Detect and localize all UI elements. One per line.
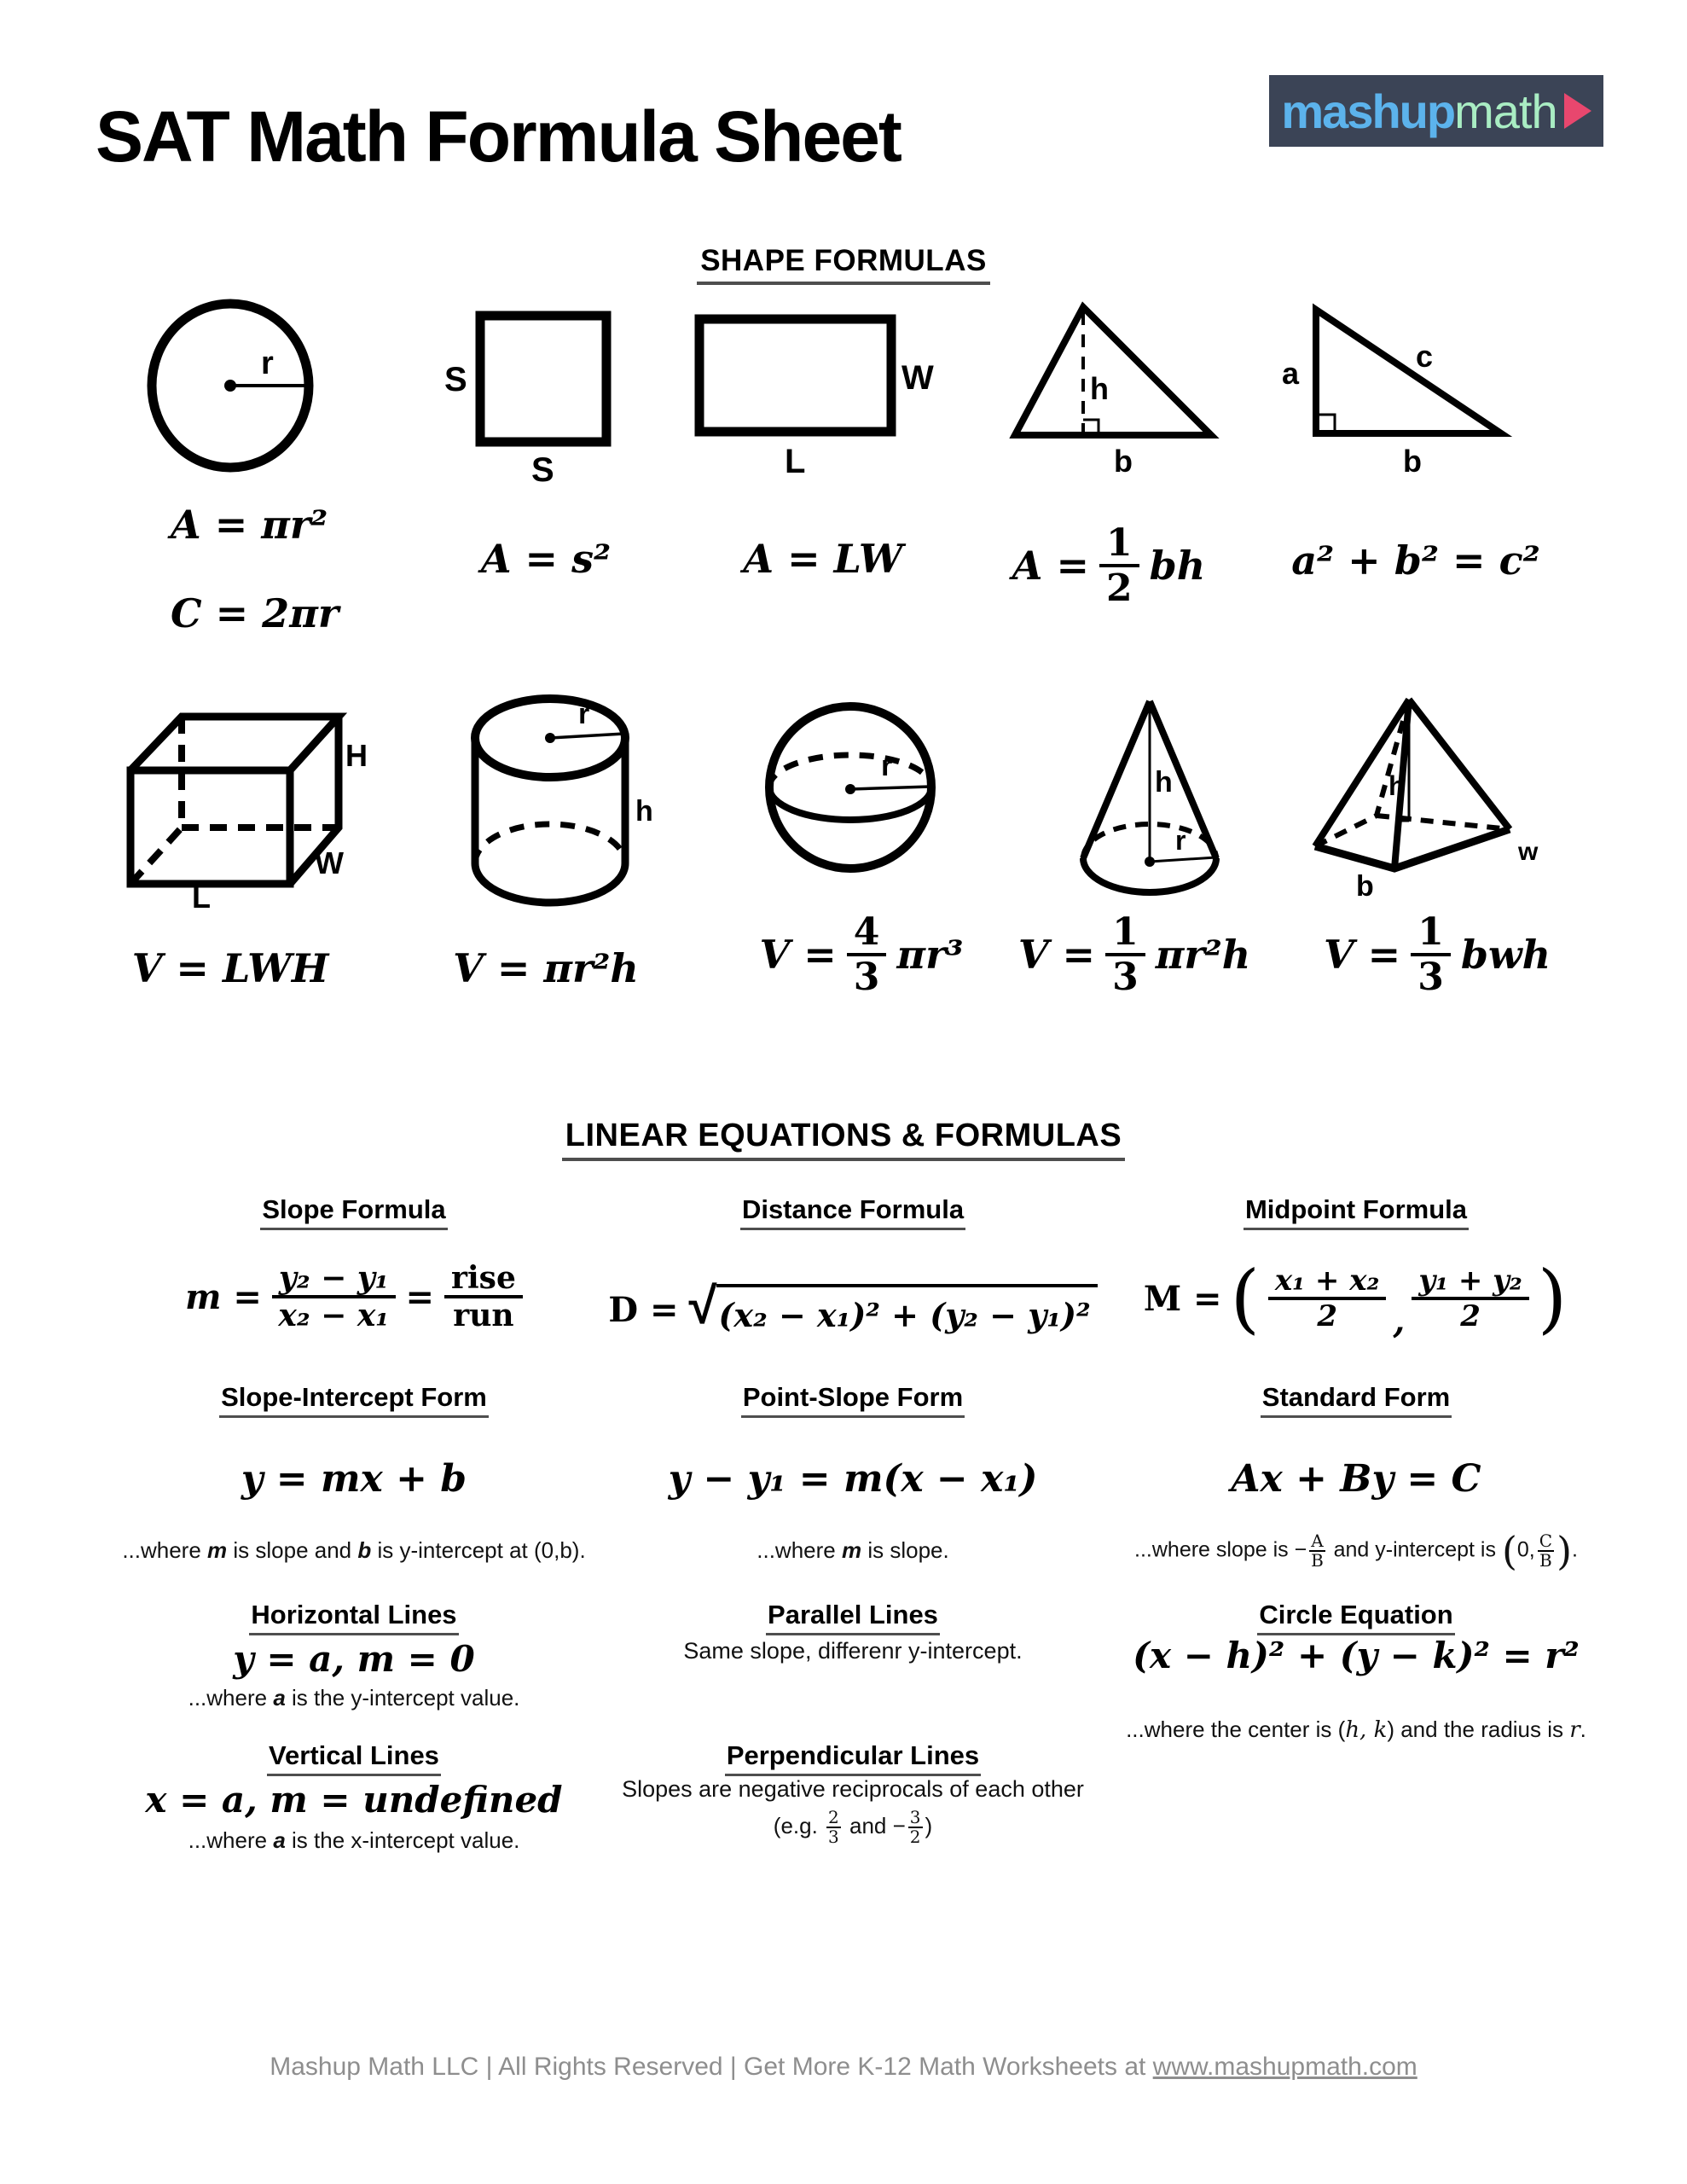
cone-figure <box>1073 689 1231 909</box>
prism-length-label: L <box>192 880 211 909</box>
cone-radius-label: r <box>1175 825 1186 856</box>
distance-formula-title: Distance Formula <box>580 1194 1126 1230</box>
pyramid-width-label: w <box>1518 838 1539 866</box>
prism-width-label: W <box>315 845 344 880</box>
pythagorean-formula: a² + b² = c² <box>1291 537 1540 584</box>
circle-equation-title: Circle Equation <box>1083 1600 1629 1635</box>
vertical-lines-caption: ...where a is the x-intercept value. <box>188 1827 520 1853</box>
vertical-lines-title: Vertical Lines <box>81 1740 627 1776</box>
logo-text-mashup: mashup <box>1281 84 1455 138</box>
triangle-base-label: b <box>1114 444 1133 478</box>
pyramid-volume-formula: V = $\frac{1}{3}$ bwh <box>1323 910 1551 1000</box>
standard-form-caption: ...where slope is − $\frac{A}{B}$ and y-intercept is (0, $\frac{C}{B}$ ). <box>1134 1528 1578 1574</box>
pyramid-height-label: h <box>1388 770 1406 801</box>
horizontal-lines-formula: y = a, m = 0 <box>233 1638 475 1680</box>
cone-height-label: h <box>1155 766 1173 799</box>
footer-text: Mashup Math LLC | All Rights Reserved | Get More K-12 Math Worksheets at <box>270 2053 1153 2081</box>
triangle-figure <box>1006 297 1220 478</box>
cone-volume-formula: V = $\frac{1}{3}$ πr²h <box>1017 910 1251 1000</box>
circle-area-formula: A = πr² <box>171 502 328 548</box>
logo-text-math: math <box>1454 84 1557 138</box>
footer-link[interactable]: www.mashupmath.com <box>1152 2053 1417 2081</box>
right-triangle-leg-a-label: a <box>1282 356 1300 391</box>
page-title: SAT Math Formula Sheet <box>96 96 901 177</box>
cylinder-height-label: h <box>635 795 653 828</box>
prism-volume-formula: V = LWH <box>131 945 329 991</box>
mashupmath-logo <box>1269 75 1603 147</box>
distance-formula: D = √ (x₂ − x₁)² + (y₂ − y₁)² <box>580 1284 1126 1335</box>
circle-figure <box>141 299 341 473</box>
pyramid-figure <box>1305 691 1552 900</box>
footer <box>0 2053 1687 2082</box>
sphere-figure <box>755 695 951 887</box>
cylinder-volume-formula: V = πr²h <box>453 945 639 991</box>
circle-radius-label: r <box>261 346 274 381</box>
horizontal-lines-title: Horizontal Lines <box>81 1600 627 1635</box>
parallel-lines-title: Parallel Lines <box>580 1600 1126 1635</box>
rectangle-figure <box>687 311 951 478</box>
sphere-volume-formula: V = $\frac{4}{3}$ πr³ <box>759 910 964 1000</box>
slope-intercept-formula: y = mx + b <box>241 1457 467 1501</box>
slope-intercept-title: Slope-Intercept Form <box>81 1382 627 1418</box>
square-area-formula: A = s² <box>480 536 612 582</box>
prism-height-label: H <box>345 738 368 773</box>
right-triangle-figure <box>1275 297 1522 478</box>
square-side-label-bottom: S <box>531 451 554 486</box>
perpendicular-lines-title: Perpendicular Lines <box>580 1740 1126 1776</box>
standard-form-title: Standard Form <box>1083 1382 1629 1418</box>
triangle-area-formula: A = $\frac{1}{2}$ bh <box>1012 521 1206 611</box>
point-slope-formula: y − y₁ = m(x − x₁) <box>668 1457 1038 1501</box>
standard-form-formula: Ax + By = C <box>1231 1457 1481 1501</box>
right-triangle-hypotenuse-label: c <box>1416 339 1434 374</box>
cylinder-radius-label: r <box>578 698 590 730</box>
radical-sign: √ <box>688 1277 717 1334</box>
square-side-label-left: S <box>444 361 467 398</box>
logo-play-icon <box>1564 93 1591 129</box>
slope-formula: m = $\frac{\text{y₂ − y₁}}{\text{x₂ − x₁}}$ = rise run <box>81 1261 627 1333</box>
horizontal-lines-caption: ...where a is the y-intercept value. <box>188 1685 520 1711</box>
midpoint-formula: M = ( x₁ + x₂ 2 , y₁ + y₂ 2 ) <box>1143 1254 1568 1343</box>
pyramid-base-label: b <box>1356 870 1374 900</box>
perpendicular-lines-caption: Slopes are negative reciprocals of each other <box>622 1776 1084 1802</box>
triangle-height-label: h <box>1090 371 1109 406</box>
slope-formula-title: Slope Formula <box>81 1194 627 1230</box>
circle-equation-formula: (x − h)² + (y − k)² = r² <box>1133 1635 1580 1676</box>
point-slope-title: Point-Slope Form <box>580 1382 1126 1418</box>
circle-circumference-formula: C = 2πr <box>171 590 339 636</box>
cylinder-figure <box>465 691 670 911</box>
shape-formulas-heading: SHAPE FORMULAS <box>0 244 1687 285</box>
rectangle-length-label: L <box>785 443 806 478</box>
circle-equation-caption: ...where the center is (h, k) and the radius is r. <box>1126 1716 1586 1743</box>
rectangle-width-label: W <box>901 359 934 397</box>
slope-intercept-caption: ...where m is slope and b is y-intercept at (0,b). <box>122 1537 586 1563</box>
sphere-radius-label: r <box>881 750 893 782</box>
vertical-lines-formula: x = a, m = undefined <box>145 1779 563 1821</box>
parallel-lines-caption: Same slope, differenr y-intercept. <box>683 1638 1023 1664</box>
point-slope-caption: ...where m is slope. <box>757 1537 949 1563</box>
close-paren: ) <box>1557 1528 1573 1574</box>
linear-equations-heading: LINEAR EQUATIONS & FORMULAS <box>0 1118 1687 1161</box>
perpendicular-lines-example: (e.g. $\frac{2}{3}$ and − $\frac{3}{2}$ ) <box>773 1807 933 1847</box>
open-paren: ( <box>1501 1528 1517 1574</box>
rectangle-area-formula: A = LW <box>743 536 903 582</box>
right-triangle-leg-b-label: b <box>1403 444 1422 478</box>
midpoint-formula-title: Midpoint Formula <box>1083 1194 1629 1230</box>
square-figure <box>431 305 614 486</box>
rectangular-prism-figure <box>124 698 384 909</box>
